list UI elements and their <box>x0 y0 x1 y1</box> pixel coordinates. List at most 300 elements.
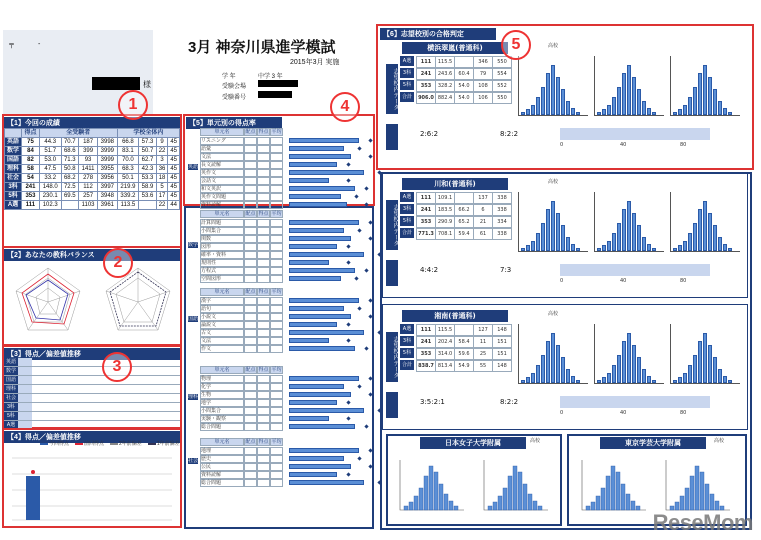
school-score-cell: 708.1 <box>435 228 455 240</box>
school-score-cell: 115.5 <box>435 56 455 68</box>
histogram-bar <box>556 345 560 383</box>
histogram-bar <box>678 245 682 251</box>
unit-value <box>270 321 283 329</box>
unit-value <box>257 329 270 337</box>
school-score-cell: 65.2 <box>454 216 474 228</box>
histogram-bar <box>536 365 540 383</box>
unit-value <box>244 227 257 235</box>
histogram-bar <box>632 213 636 251</box>
unit-value <box>244 383 257 391</box>
score-cell: 3998 <box>98 138 118 147</box>
unit-value <box>257 169 270 177</box>
legend-label: 前回得点 <box>84 441 105 447</box>
score-distribution-histogram <box>594 324 664 384</box>
unit-value <box>244 423 257 431</box>
scores-row <box>5 147 180 156</box>
school-score-cell: 59.4 <box>454 228 474 240</box>
score-cell: 45 <box>168 174 180 183</box>
histogram-bar <box>622 341 626 383</box>
unit-row <box>200 235 372 243</box>
scores-row <box>5 201 180 210</box>
unit-value <box>244 177 257 185</box>
histogram-bar <box>551 65 555 115</box>
unit-row <box>200 375 372 383</box>
unit-col-header: 配点 <box>245 129 256 135</box>
score-cell: 219.9 <box>117 183 139 192</box>
histogram-bar <box>688 233 692 251</box>
unit-name: 語彙 <box>200 145 244 153</box>
school-score-cell: 338 <box>492 228 512 240</box>
histogram-bar <box>612 365 616 383</box>
unit-value <box>257 297 270 305</box>
histogram-bar <box>606 476 610 510</box>
score-cell: 17 <box>156 192 168 201</box>
legend-label: 2年前偏差 <box>119 441 142 447</box>
unit-name: 化学 <box>200 383 244 391</box>
score-cell: 68.6 <box>61 147 79 156</box>
histogram-bar <box>508 476 512 510</box>
school-score-cell: 550 <box>492 56 512 68</box>
histogram-bar <box>673 248 677 251</box>
unit-rate-bar <box>289 376 359 381</box>
subject-label: 5科 <box>5 192 22 201</box>
score-cell: 82 <box>22 156 40 165</box>
histogram-bar <box>576 248 580 251</box>
histogram-bar <box>713 357 717 383</box>
score-cell: 3955 <box>98 165 118 174</box>
legend-swatch <box>40 443 48 445</box>
histogram-bar <box>571 376 575 383</box>
unit-name: 資料読解 <box>200 201 244 209</box>
histogram-bar <box>419 488 423 510</box>
unit-rate-bar <box>289 314 351 319</box>
ratio-value-2: 8:2:2 <box>500 130 519 138</box>
trend-sub-label <box>18 376 32 384</box>
dist-axis-tick: 0 <box>560 410 564 416</box>
unit-value <box>257 337 270 345</box>
marker-3: 3 <box>102 352 132 382</box>
school-score-label: 3科 <box>400 68 414 78</box>
unit-row <box>200 259 350 267</box>
score-cell: 22 <box>156 147 168 156</box>
unit-col-header: 得点 <box>258 129 269 135</box>
unit-value <box>257 251 270 259</box>
histogram-bar <box>498 496 502 510</box>
score-cell: 75 <box>22 138 40 147</box>
unit-name: 小問集合 <box>200 407 244 415</box>
score-cell: 230.1 <box>39 192 61 201</box>
score-cell: 53.6 <box>139 192 157 201</box>
trend-row <box>4 412 180 421</box>
unit-value <box>257 455 270 463</box>
score-cell: 3956 <box>98 174 118 183</box>
school-score-cell: 106 <box>473 92 493 104</box>
histogram-bar <box>622 209 626 251</box>
score-cell: 3961 <box>98 201 118 210</box>
score-distribution-histogram <box>594 192 664 252</box>
unit-value <box>244 145 257 153</box>
score-cell: 148.0 <box>39 183 61 192</box>
trend-subject: 数学 <box>5 368 16 374</box>
unit-value <box>244 329 257 337</box>
histogram-bar <box>652 112 656 115</box>
unit-value <box>257 161 270 169</box>
histogram-bar <box>602 109 606 115</box>
unit-name: 語句 <box>200 305 244 313</box>
unit-value <box>270 447 283 455</box>
score-cell: 22 <box>156 201 168 210</box>
unit-name: 公民 <box>200 463 244 471</box>
histogram-bar <box>526 245 530 251</box>
unit-name: 古文 <box>200 329 244 337</box>
school-score-cell: 771.3 <box>416 228 436 240</box>
scores-row <box>5 165 180 174</box>
trend-sub-label <box>18 394 32 402</box>
histogram-bar <box>597 112 601 115</box>
unit-value <box>244 267 257 275</box>
unit-row <box>200 383 361 391</box>
unit-name: 総合問題 <box>200 423 244 431</box>
unit-value <box>257 399 270 407</box>
unit-value <box>244 185 257 193</box>
histogram-bar <box>536 233 540 251</box>
unit-col-header: 単元名 <box>200 128 244 136</box>
score-cell: 36 <box>156 165 168 174</box>
unit-value <box>270 235 283 243</box>
school-score-label: 合計 <box>401 362 412 368</box>
unit-rate-avg-marker <box>346 178 350 182</box>
unit-value <box>257 193 270 201</box>
unit-value <box>257 177 270 185</box>
unit-name: 空間図形 <box>200 275 244 283</box>
dist-axis-tick: 0 <box>560 278 564 284</box>
unit-name: 物理 <box>200 375 244 383</box>
unit-subject: 理科 <box>188 394 199 400</box>
unit-rate-avg-marker <box>357 228 361 232</box>
unit-value <box>270 337 283 345</box>
histogram-bar <box>647 108 651 115</box>
judgement-bar <box>560 128 710 140</box>
school-score-cell: 109.1 <box>435 192 455 204</box>
unit-value <box>244 235 257 243</box>
scores-row <box>5 192 180 201</box>
histogram-bar <box>698 341 702 383</box>
unit-col-header: 配点 <box>245 439 256 445</box>
trend-row <box>4 367 180 376</box>
ratio-value: 2:6:2 <box>420 130 439 138</box>
unit-row <box>200 297 372 305</box>
legend-item <box>75 441 104 447</box>
unit-value <box>270 201 283 209</box>
histogram-bar <box>586 506 590 510</box>
unit-col-header: 平均 <box>271 211 282 217</box>
small-school-hist-1a <box>396 458 466 514</box>
exam-number-redacted <box>258 91 292 98</box>
histogram-bar <box>521 380 525 383</box>
dist-axis-tick: 80 <box>680 410 687 416</box>
histogram-bar <box>715 501 719 510</box>
unit-value <box>270 463 283 471</box>
unit-col-header: 配点 <box>245 211 256 217</box>
unit-rate-bar <box>289 260 329 265</box>
trend-subject: 3科 <box>4 403 18 411</box>
unit-rate-avg-marker <box>357 146 361 150</box>
unit-name: 地理 <box>200 447 244 455</box>
unit-value <box>270 345 283 353</box>
histogram-bar <box>561 357 565 383</box>
unit-value <box>270 479 283 487</box>
school-score-cell: 241 <box>416 336 436 348</box>
school-score-cell: 290.9 <box>435 216 455 228</box>
unit-rate-avg-marker <box>368 314 372 318</box>
redacted-name <box>92 77 140 90</box>
small-school-hist-1b <box>480 458 550 514</box>
unit-name: 長文読解 <box>200 161 244 169</box>
unit-rate-avg-marker <box>364 186 368 190</box>
histogram-bar <box>683 373 687 383</box>
score-cell: 45 <box>168 192 180 201</box>
ranking-side-label: 志望校内データ <box>386 332 398 382</box>
unit-row <box>200 137 372 145</box>
unit-name: 漢字 <box>200 297 244 305</box>
score-cell: 278 <box>79 174 98 183</box>
school-score-cell: 151 <box>492 348 512 360</box>
unit-value <box>270 297 283 305</box>
histogram-bar <box>449 501 453 510</box>
unit-name: 方程式 <box>200 267 244 275</box>
score-cell: 339.2 <box>117 192 139 201</box>
score-cell <box>139 201 157 210</box>
unit-rate-avg-marker <box>357 456 361 460</box>
score-cell: 353 <box>22 192 40 201</box>
unit-value <box>244 415 257 423</box>
unit-value <box>257 243 270 251</box>
histogram-bar <box>695 466 699 510</box>
score-distribution-histogram <box>518 324 588 384</box>
unit-value <box>270 177 283 185</box>
trend-subject: 国語 <box>5 377 16 383</box>
unit-value <box>244 313 257 321</box>
dist-axis-tick: 40 <box>620 410 627 416</box>
unit-rate-bar <box>289 146 344 151</box>
school-score-cell: 25 <box>473 348 493 360</box>
section-6-title: 【6】志望校別の合格判定 <box>380 28 496 40</box>
school-type: 高校 <box>548 43 559 49</box>
unit-row <box>200 423 368 431</box>
histogram-bar <box>541 223 545 251</box>
histogram-bar <box>688 97 692 115</box>
unit-rate-bar <box>289 456 344 461</box>
histogram-bar <box>531 105 535 115</box>
school-score-cell: 60.4 <box>454 68 474 80</box>
scores-table <box>4 128 180 210</box>
unit-rate-bar <box>289 424 355 429</box>
unit-row <box>200 455 361 463</box>
trend-subject: 5科 <box>4 412 18 420</box>
histogram-bar <box>617 355 621 383</box>
unit-col-header: 平均 <box>271 439 282 445</box>
unit-value <box>270 169 283 177</box>
score-cell: 47.5 <box>39 165 61 174</box>
unit-name: 資料読解 <box>200 471 244 479</box>
score-distribution-histogram <box>670 324 740 384</box>
radar-chart-left <box>8 262 88 342</box>
unit-name: 関数 <box>200 235 244 243</box>
unit-rate-bar <box>289 322 337 327</box>
unit-value <box>270 153 283 161</box>
unit-rate-bar <box>289 162 337 167</box>
score-distribution-histogram <box>670 192 740 252</box>
unit-row <box>200 193 358 201</box>
histogram-bar <box>723 376 727 383</box>
unit-value <box>244 337 257 345</box>
scores-row <box>5 174 180 183</box>
histogram-bar <box>680 496 684 510</box>
score-cell: 1411 <box>79 165 98 174</box>
histogram-bar <box>424 476 428 510</box>
unit-value <box>244 321 257 329</box>
score-cell: 241 <box>22 183 40 192</box>
unit-value <box>257 227 270 235</box>
unit-row <box>200 407 381 415</box>
unit-value <box>270 145 283 153</box>
trend-row <box>4 376 180 385</box>
unit-name: 図形 <box>200 243 244 251</box>
unit-subject: 国語 <box>188 316 199 322</box>
histogram-bar <box>693 223 697 251</box>
unit-name: 規則性 <box>200 259 244 267</box>
histogram-bar <box>576 112 580 115</box>
trend-row <box>4 403 180 412</box>
histogram-bar <box>607 105 611 115</box>
histogram-bar <box>627 201 631 251</box>
unit-rate-avg-marker <box>346 400 350 404</box>
histogram-bar <box>636 506 640 510</box>
histogram-bar <box>631 501 635 510</box>
score-cell: 70.7 <box>61 138 79 147</box>
unit-block <box>188 210 370 284</box>
unit-value <box>257 415 270 423</box>
unit-rate-bar <box>289 400 337 405</box>
unit-rate-bar <box>289 186 355 191</box>
score-cell <box>61 201 79 210</box>
unit-value <box>244 137 257 145</box>
histogram-bar <box>523 484 527 510</box>
unit-value <box>257 375 270 383</box>
score-cell: 112 <box>79 183 98 192</box>
dist-axis-tick: 0 <box>560 142 564 148</box>
school-score-cell: 241 <box>416 204 436 216</box>
unit-col-header: 平均 <box>271 367 282 373</box>
histogram-bar <box>409 502 413 510</box>
unit-value <box>257 423 270 431</box>
histogram-bar <box>632 77 636 115</box>
histogram-bar <box>607 241 611 251</box>
histogram-bar <box>528 494 532 510</box>
legend-label: 今回得点 <box>49 441 70 447</box>
unit-rate-bar <box>289 178 329 183</box>
school-score-cell: 202.4 <box>435 336 455 348</box>
school-score-cell: 552 <box>492 80 512 92</box>
histogram-bar <box>526 377 530 383</box>
histogram-bar <box>546 341 550 383</box>
school-score-cell: 54.9 <box>454 360 474 372</box>
unit-block <box>188 288 370 354</box>
histogram-bar <box>652 248 656 251</box>
unit-value <box>270 137 283 145</box>
section-1-title: 【1】今回の成績 <box>4 117 180 129</box>
exam-number-label: 受験番号 <box>222 95 247 101</box>
unit-value <box>244 455 257 463</box>
score-cell: 42.3 <box>139 165 157 174</box>
score-cell: 1103 <box>79 201 98 210</box>
unit-col-header: 得点 <box>258 211 269 217</box>
unit-value <box>257 137 270 145</box>
unit-header-row <box>200 128 283 136</box>
legend-swatch <box>75 443 83 445</box>
histogram-bar <box>673 112 677 115</box>
score-cell: 62.7 <box>139 156 157 165</box>
unit-row <box>200 463 372 471</box>
section-3-title: 【3】得点／偏差値推移 <box>4 348 180 360</box>
unit-value <box>244 201 257 209</box>
unit-rate-bar <box>289 202 347 207</box>
score-cell: 44 <box>168 201 180 210</box>
histogram-bar <box>718 369 722 383</box>
unit-rate-avg-marker <box>364 268 368 272</box>
school-score-label: 5科 <box>400 80 414 90</box>
unit-col-header: 平均 <box>271 289 282 295</box>
score-cell: 33.2 <box>39 174 61 183</box>
unit-col-header: 得点 <box>258 367 269 373</box>
school-score-label: 5科 <box>400 216 414 226</box>
unit-value <box>270 383 283 391</box>
histogram-bar <box>521 248 525 251</box>
unit-rate-bar <box>289 392 351 397</box>
school-type: 高校 <box>548 179 559 185</box>
histogram-bar <box>488 506 492 510</box>
school-score-cell: 115.5 <box>435 324 455 336</box>
histogram-bar <box>546 209 550 251</box>
unit-value <box>270 415 283 423</box>
histogram-bar <box>601 488 605 510</box>
unit-row <box>200 201 368 209</box>
unit-rate-avg-marker <box>368 464 372 468</box>
scores-row <box>5 156 180 165</box>
score-cell: 3999 <box>98 156 118 165</box>
histogram-bar <box>675 502 679 510</box>
unit-value <box>270 185 283 193</box>
histogram-bar <box>566 101 570 115</box>
unit-value <box>244 463 257 471</box>
score-cell: 257 <box>79 192 98 201</box>
marker-5: 5 <box>501 30 531 60</box>
school-score-cell: 55 <box>473 360 493 372</box>
unit-value <box>257 201 270 209</box>
histogram-bar <box>596 496 600 510</box>
unit-rate-avg-marker <box>357 384 361 388</box>
histogram-bar <box>627 333 631 383</box>
unit-value <box>244 447 257 455</box>
unit-value <box>257 145 270 153</box>
unit-value <box>244 375 257 383</box>
unit-header-row <box>200 366 283 374</box>
grade-label: 学 年 <box>222 74 236 80</box>
histogram-bar <box>429 466 433 510</box>
school-name: 川和(普通科) <box>402 178 508 190</box>
unit-value <box>270 391 283 399</box>
unit-value <box>270 407 283 415</box>
